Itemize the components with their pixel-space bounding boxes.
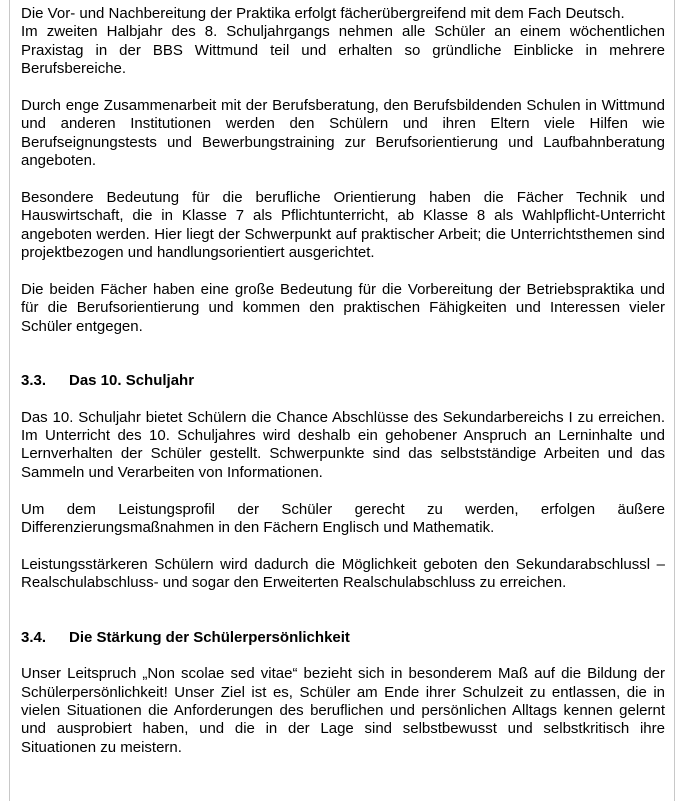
- page-margin-left: [9, 0, 10, 801]
- section-title: Die Stärkung der Schülerpersönlichkeit: [69, 628, 350, 646]
- paragraph-berufsberatung: Durch enge Zusammenarbeit mit der Berufsberatung, den Berufsbildenden Schulen in Wittmund und anderen Institutionen werden den Schülern und ihren Eltern viele Hilfen wie Berufseignungstests und Bewerbungstraining zur Berufsorientierung und Laufbahnberatung angeboten.: [21, 97, 665, 170]
- paragraph-leistungsprofil: Um dem Leistungsprofil der Schüler gerecht zu werden, erfolgen äußere Differenzierungsmaßnahmen in den Fächern Englisch und Mathematik.: [21, 500, 665, 537]
- section-number: 3.4.: [21, 628, 47, 646]
- section-title: Das 10. Schuljahr: [69, 372, 195, 390]
- paragraph-leitspruch: Unser Leitspruch „Non scolae sed vitae“ bezieht sich in besonderem Maß auf die Bildung der Schülerpersönlichkeit! Unser Ziel ist es, Schüler am Ende ihrer Schulzeit zu entlassen, die in vielen Situationen die Anforderungen des beruflichen und persönlichen Alltags kennen gelernt und ausprobiert haben, und die in der Lage sind selbstbewusst und selbstkritisch ihre Situationen zu meistern.: [21, 665, 665, 756]
- intro-paragraph-1: Die Vor- und Nachbereitung der Praktika erfolgt fächerübergreifend mit dem Fach Deutsch.: [21, 5, 625, 22]
- section-number: 3.3.: [21, 372, 47, 390]
- paragraph-leistungsstaerkere: Leistungsstärkeren Schülern wird dadurch die Möglichkeit geboten den Sekundarabschlussl –Realschulabschluss- und sogar den Erweiterten Realschulabschluss zu erreichen.: [21, 555, 665, 592]
- page-margin-right: [674, 0, 675, 801]
- section-heading-3-4: [21, 629, 665, 647]
- intro-paragraph-2: Im zweiten Halbjahr des 8. Schuljahrgangs nehmen alle Schüler an einem wöchentlichen Praxistag in der BBS Wittmund teil und erhalten so gründliche Einblicke in mehrere Berufsbereiche.: [21, 23, 665, 78]
- section-heading-3-3: [21, 372, 665, 390]
- paragraph-10-schuljahr-intro: Das 10. Schuljahr bietet Schülern die Chance Abschlüsse des Sekundarbereichs I zu erreichen. Im Unterricht des 10. Schuljahres wird deshalb ein gehobener Anspruch an Lerninhalte und Lernverhalten der Schüler gestellt. Schwerpunkte sind das selbstständige Arbeiten und das Sammeln und Verarbeiten von Informationen.: [21, 408, 665, 481]
- document-page: [21, 5, 665, 757]
- paragraph-technik-hauswirtschaft: Besondere Bedeutung für die berufliche Orientierung haben die Fächer Technik und Hauswirtschaft, die in Klasse 7 als Pflichtunterricht, ab Klasse 8 als Wahlpflicht-Unterricht angeboten werden. Hier liegt der Schwerpunkt auf praktischer Arbeit; die Unterrichtsthemen sind projektbezogen und handlungsorientiert ausgerichtet.: [21, 189, 665, 262]
- paragraph-faecher-bedeutung: Die beiden Fächer haben eine große Bedeutung für die Vorbereitung der Betriebspraktika und für die Berufsorientierung und kommen den praktischen Fähigkeiten und Interessen vieler Schüler entgegen.: [21, 281, 665, 335]
